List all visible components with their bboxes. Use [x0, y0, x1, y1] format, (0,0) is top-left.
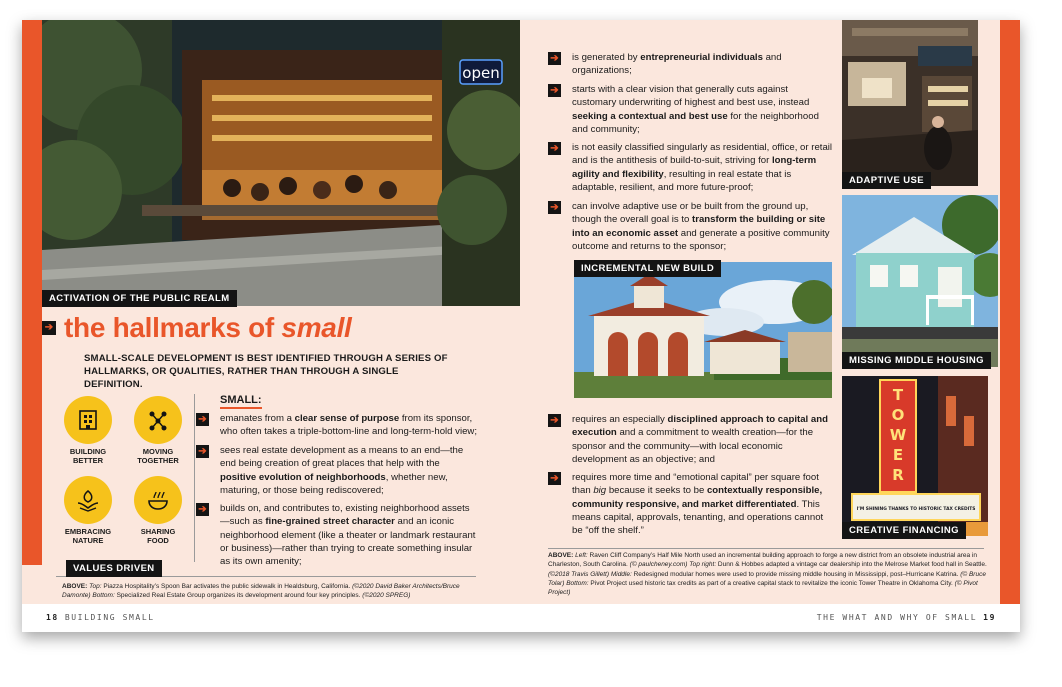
left-accent-bar: [22, 20, 42, 565]
caption-missing-middle-housing: MISSING MIDDLE HOUSING: [842, 352, 991, 369]
right-accent-bar: [1000, 20, 1020, 610]
hallmark-item: ➔ sees real estate development as a means to an end—the end being creation of great places that help with the positive evolution of neighborhoods, whether new, maturing, or those being rediscovered;: [196, 444, 478, 497]
arrow-icon: ➔: [548, 52, 561, 65]
photo-incremental-new-build: [574, 262, 832, 398]
arrow-icon: ➔: [196, 445, 209, 458]
caption-adaptive-use: ADAPTIVE USE: [842, 172, 931, 189]
page-number: 19: [983, 613, 996, 622]
value-sharing-food: SHARING FOOD: [128, 476, 188, 545]
value-building-better: BUILDING BETTER: [58, 396, 118, 465]
caption-creative-financing: CREATIVE FINANCING: [842, 522, 966, 539]
hallmark-item: ➔ builds on, and contributes to, existing neighborhood assets—such as fine-grained street character and an iconic neighborhood element (like a theater or landmark restaurant or business)—rather than trying to create something insular as its own amenity;: [196, 502, 478, 568]
building-icon: [75, 407, 101, 433]
caption-activation-public-realm: ACTIVATION OF THE PUBLIC REALM: [42, 290, 237, 307]
marquee-text: I’M SHINING THANKS TO HISTORIC TAX CREDITS: [856, 507, 976, 512]
hallmark-item: ➔ can involve adaptive use or be built from the ground up, though the overall goal is to transform the building or site into an economic asset and generate a positive community outcome and returns to the sponsor;: [548, 200, 834, 253]
photo-adaptive-use: [842, 20, 978, 186]
folio-left: [46, 613, 155, 622]
intro-statement: SMALL-SCALE DEVELOPMENT IS BEST IDENTIFIED THROUGH A SERIES OF HALLMARKS, OR QUALITIES, RATHER THAN THROUGH A SINGLE DEFINITION.: [84, 353, 448, 390]
tower-letter: T: [892, 386, 904, 404]
arrow-icon: ➔: [42, 321, 56, 335]
hallmark-item: ➔ is not easily classified singularly as residential, office, or retail and is the antithesis of build-to-suit, striving for long-term agility and flexibility, resulting in real estate that is adaptable, resilient, and more future-proof;: [548, 141, 834, 194]
arrow-icon: ➔: [196, 503, 209, 516]
tower-letter: E: [892, 446, 904, 464]
arrow-icon: ➔: [548, 472, 561, 485]
hallmark-item: ➔ emanates from a clear sense of purpose from its sponsor, who often takes a triple-bottom-line and long-term-hold view;: [196, 412, 478, 439]
left-photo-caption: ABOVE: Top: Piazza Hospitality’s Spoon Bar activates the public sidewalk in Healdsburg, California. (©2020 David Baker Architects/Bruce Damonte) Bottom: Specialized Real Estate Group organizes its development around four key principles. (©2020 SPREG): [62, 583, 460, 600]
hallmark-item: ➔ requires an especially disciplined approach to capital and execution and a commitment to wealth creation—for the sponsor and the community—with local economic development as an objective; and: [548, 413, 834, 466]
tower-letter: O: [891, 406, 905, 424]
tower-letter: R: [892, 466, 904, 484]
values-driven-tag: VALUES DRIVEN: [66, 560, 162, 577]
caption-incremental-new-build: INCREMENTAL NEW BUILD: [574, 260, 721, 277]
caption-divider-right: [548, 548, 984, 549]
magazine-spread: [22, 20, 1020, 632]
arrow-icon: ➔: [548, 84, 561, 97]
hallmark-item: ➔ is generated by entrepreneurial individuals and organizations;: [548, 51, 834, 78]
running-title: BUILDING SMALL: [64, 613, 155, 622]
page-footer: [22, 604, 1020, 632]
hands-leaf-icon: [75, 487, 101, 513]
column-divider: [194, 394, 195, 562]
photo-activation-public-realm: [42, 20, 520, 306]
value-moving-together: MOVING TOGETHER: [128, 396, 188, 465]
folio-right: [817, 613, 996, 622]
open-neon-sign: open: [462, 64, 500, 82]
arrow-icon: ➔: [548, 142, 561, 155]
arrow-icon: ➔: [548, 414, 561, 427]
page-title: the hallmarks of small: [64, 312, 352, 343]
photo-creative-financing: [842, 376, 988, 536]
arrow-icon: ➔: [196, 413, 209, 426]
right-photo-caption: ABOVE: Left: Raven Cliff Company’s Half Mile North used an incremental building approach to forge a new district from an obsolete industrial area in Charleston, South Carolina. (© paulcheney.com) Top right: Dunn & Hobbes adapted a vintage car dealership into the Melrose Market food hall in Seattle. (©2018 Travis Gillett) Middle: Redesigned modular homes were used to provide missing middle housing in Mississippi, post–Hurricane Katrina. (© Bruce Tolar) Bottom: Pivot Project used historic tax credits as part of a creative capital stack to revitalize the iconic Tower Theatre in Oklahoma City. (© Pivot Project): [548, 552, 987, 597]
people-network-icon: [145, 407, 171, 433]
value-embracing-nature: EMBRACING NATURE: [58, 476, 118, 545]
food-bowl-icon: [145, 487, 171, 513]
hallmark-item: ➔ starts with a clear vision that generally cuts against customary underwriting of highest and best use, instead seeking a contextual and best use for the neighborhood and community;: [548, 83, 834, 136]
hallmark-item: ➔ requires more time and “emotional capital” per square foot than big because it seeks to be contextually responsible, community responsive, and market differentiated. This means capital, approvals, tenanting, and operations cannot be “off the shelf.”: [548, 471, 834, 537]
tower-letter: W: [889, 426, 907, 444]
photo-missing-middle-housing: [842, 195, 998, 367]
small-heading: SMALL:: [220, 394, 262, 409]
hallmarks-headline: [42, 312, 352, 344]
arrow-icon: ➔: [548, 201, 561, 214]
running-title: THE WHAT AND WHY OF SMALL: [816, 613, 978, 622]
page-number: 18: [46, 613, 59, 622]
